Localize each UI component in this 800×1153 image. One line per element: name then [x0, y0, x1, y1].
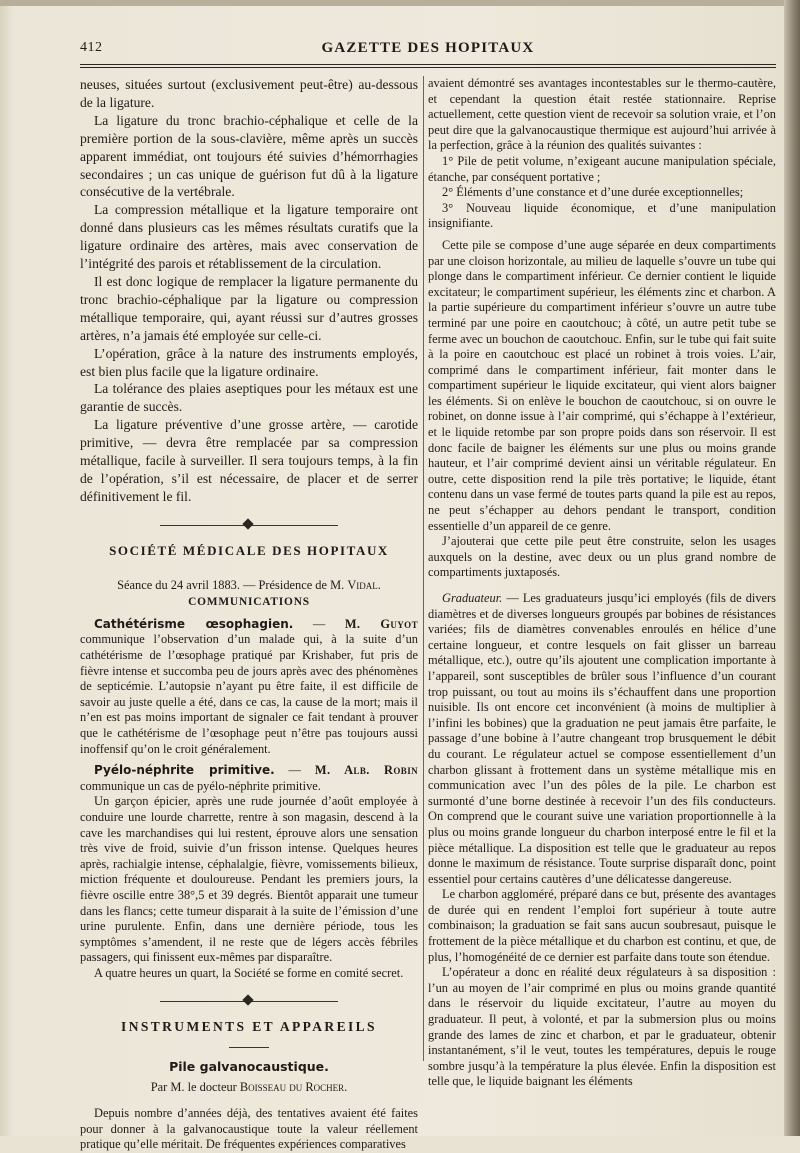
- paragraph: Il est donc logique de remplacer la ligature permanente du tronc brachio-céphalique par la ligature ou compression métallique temporaire, qui, ayant réussi sur d’autres grosses artères, n’a jamais été employée sur celle-ci.: [80, 273, 418, 343]
- short-rule: [229, 1047, 269, 1048]
- seance-text: Séance du 24 avril 1883. — Présidence de M.: [117, 577, 348, 592]
- paragraph: La compression métallique et la ligature temporaire ont donné dans plusieurs cas les mêmes résultats curatifs que la ligature ordinaire des artères, mais avec conservation de l’intégrité des parois et rétablissement de la circulation.: [80, 202, 418, 272]
- paragraph: La ligature préventive d’une grosse artère, — carotide primitive, — devra être remplacée par sa compression métallique, facile à surveiller. Il sera toujours temps, à la fin de l’opération, s’il est nécessaire, de placer et de serrer définitivement le fil.: [80, 417, 418, 504]
- author-name: Boisseau du Rocher: [239, 1080, 345, 1095]
- author-guyot: M. Guyot: [344, 616, 418, 631]
- paragraph: J’ajouterai que cette pile peut être construite, selon les usages auxquels on la destine, avec deux ou un plus grand nombre de compartiments juxtaposés.: [428, 534, 776, 580]
- list-item: 3° Nouveau liquide économique, et d’une manipulation insignifiante.: [428, 200, 776, 231]
- list-item: 2° Éléments d’une constance et d’une durée exceptionnelles;: [442, 185, 744, 200]
- paragraph: Le charbon aggloméré, préparé dans ce but, présente des avantages de durée qui en rendent l’emploi fort supérieur à toute autre combinaison; la graduation se fait sans aucun soubresaut, puisque le frottement de la pièce métallique et du charbon est continu, et que, de plus, l’homogénéité de ce dernier est parfaite dans toute son étendue.: [428, 887, 776, 964]
- paragraph: neuses, situées surtout (exclusivement peut-être) au-dessous de la ligature.: [80, 77, 418, 110]
- paragraph: avaient démontré ses avantages incontestables sur le thermo-cautère, et cependant la question était restée stationnaire. Reprise actuellement, cette question vient de recevoir sa solution vraie, et l’on peut dire que la galvanocaustique thermique est aujourd’hui arrivée à la perfection, grâce à la réunion des qualités suivantes :: [428, 76, 776, 153]
- right-column: [428, 76, 776, 1090]
- closing-line: A quatre heures un quart, la Société se forme en comité secret.: [94, 965, 404, 980]
- pyelo-keyword: Pyélo-néphrite primitive.: [94, 763, 275, 778]
- byline-text: Par M. le docteur: [150, 1080, 240, 1095]
- paragraph: Depuis nombre d’années déjà, des tentatives avaient été faites pour donner à la galvanocaustique toute la valeur réellement pratique qu’elle méritait. De fréquentes expériences comparatives: [80, 1105, 418, 1152]
- article-title: Pile galvanocaustique.: [169, 1059, 329, 1075]
- running-header: [80, 40, 776, 62]
- cath-keyword: Cathétérisme œsophagien.: [94, 616, 294, 631]
- dash: —: [293, 616, 345, 631]
- section-title-society: SOCIÉTÉ MÉDICALE DES HOPITAUX: [109, 542, 389, 558]
- page-binding-edge: [784, 0, 800, 1136]
- paragraph: L’opérateur a donc en réalité deux régulateurs à sa disposition : l’un au moyen de l’air comprimé en plus ou moins grande quantité dans le réservoir du liquide excitateur, l’autre au moyen du graduateur. Il peut, à volonté, et par la submersion plus ou moins grande des lames de zinc et charbon, et par le graduateur, obtenir instantanément, s’il le veut, toutes les températures, depuis le rouge sombre jusqu’à la température la plus élevée. Enfin la disposition est telle que, le liquide baignant les éléments: [428, 965, 776, 1089]
- graduateur-label: Graduateur.: [442, 591, 503, 605]
- byline-period: .: [344, 1080, 348, 1095]
- dash: —: [274, 763, 315, 778]
- column-separator: [423, 76, 424, 1061]
- running-title: GAZETTE DES HOPITAUX: [321, 40, 535, 56]
- paragraph: La ligature du tronc brachio-céphalique et celle de la première portion de la sous-clavière, même après un succès apparent immédiat, ont toujours été suivies d’hémorrhagies secondaires ; un cas unique de guérison fut dû à la ligature consécutive de la vertébrale.: [80, 112, 418, 200]
- left-column: [80, 76, 418, 1153]
- communications-heading: COMMUNICATIONS: [188, 596, 310, 609]
- section-title-instruments: INSTRUMENTS ET APPAREILS: [121, 1018, 377, 1034]
- list-item: 1° Pile de petit volume, n’exigeant aucune manipulation spéciale, étanche, par conséquent portative ;: [428, 153, 776, 184]
- paragraph: L’opération, grâce à la nature des instruments employés, est bien plus facile que la ligature ordinaire.: [80, 345, 418, 379]
- cath-text: communique l’observation d’un malade qui, à la suite d’un cathétérisme de l’œsophage pratiqué par Krishaber, fut pris de fièvre intense et succomba peu de jours après avec des phénomènes de septicémie. L’autopsie n’ayant pu être faite, il est difficile de savoir au juste quelle a été, dans ce cas, la cause de la mort; mais il n’en est pas moins important de signaler ce fait tendant à prouver que le cathétérisme de l’œsophage peut n’être pas toujours aussi inoffensif qu’on le croit généralement.: [80, 632, 418, 756]
- byline: [80, 1080, 418, 1096]
- section-ornament: [80, 520, 418, 530]
- seance-line: [80, 578, 418, 594]
- paragraph-graduateur: [428, 591, 776, 887]
- seance-period: .: [377, 577, 381, 592]
- paragraph: La tolérance des plaies aseptiques pour les métaux est une garantie de succès.: [80, 381, 418, 415]
- paragraph: Un garçon épicier, après une rude journée d’août employée à conduire une lourde charrette, rentre à son magasin, descend à la cave les marchandises qui lui restent, éprouve alors une sensation très vive de froid, suivie d’un frisson intense. Quelques heures après, rachialgie intense, céphalalgie, fièvre, vomissements bilieux, miction fréquente et douloureuse. Pendant les premiers jours, la fièvre oscille entre 38°,5 et 39 degrés. Bientôt apparait une tumeur dans les flancs; cette tumeur disparait à la suite de l’émission d’une urine purulente. Enfin, dans une dernière période, tous les symptômes s’amendent, il ne reste que de légers accès fébriles passagers, qui finissent eux-mêmes par disparaître.: [80, 794, 418, 965]
- communication-pyelo: [80, 763, 418, 794]
- author-robin: M. Alb. Robin: [314, 763, 418, 778]
- header-rules: [80, 64, 776, 70]
- page-number: 412: [80, 40, 103, 55]
- president-name: Vidal: [347, 577, 378, 592]
- communication-cath: [80, 617, 418, 757]
- page-top-edge: [0, 0, 800, 6]
- section-ornament: [80, 996, 418, 1006]
- pyelo-text: communique un cas de pyélo-néphrite primitive.: [80, 778, 321, 793]
- graduateur-text: — Les graduateurs jusqu’ici employés (fils de divers diamètres et de diverses longueurs groupés par bobines de résistances variées; fils de diamètres convenables enroulés en hélice d’une certaine longueur, et contre lesquels on fait glisser un barreau métallique, etc.), outre qu’ils ajoutent une complication importante à l’appareil, sont susceptibles de brûler sous l’influence d’un courant trop puissant, ou tout au moins ils s’échauffent dans une proportion nuisible. Ils ont encore cet inconvénient (à moins de multiplier à l’infini les bobines) que la graduation ne peut jamais être parfaite, le passage d’une bobine à l’autre changeant trop brusquement le débit du courant. Le régulateur actuel se compose essentiellement d’un charbon glissant à frottement dans un système métallique mis en communication avec l’un des pôles de la pile. Le charbon est surmonté d’une borne destinée à recevoir l’un des fils conducteurs. On comprend que le courant suive une variation proportionnelle à la plus ou moins grande longueur du charbon interposé entre le fil et la pièce métallique. La disposition est telle que le graduateur au repos donne le maximum de résistance. Toute surprise disparaît donc, point essentiel pour certains cautères d’une délicatesse dangereuse.: [428, 591, 776, 886]
- paragraph: Cette pile se compose d’une auge séparée en deux compartiments par une cloison horizontale, au milieu de laquelle s’ouvre un tube qui plonge dans le compartiment inférieur. Ce dernier contient le liquide excitateur; le compartiment supérieur, les éléments zinc et charbon. A la partie supérieure du compartiment inférieur s’ouvre un autre tube terminé par une poire en caoutchouc; à côté, un autre petit tube se ferme avec un bouchon de caoutchouc. Enfin, sur le tube qui fait suite à la poire en caoutchouc est placé un robinet à trois voies. L’air, comprimé dans le compartiment inférieur, fait monter dans le compartiment supérieur le liquide excitateur, qui vient alors baigner les éléments. Si on enlève le bouchon de caoutchouc, si on ouvre le robinet, on donne issue à l’air comprimé, qui s’échappe à l’extérieur, et le liquide retombe par son propre poids dans son réservoir. Il est donc facile de baigner les éléments sur une plus ou moins grande hauteur, et l’air comprimé devient ainsi un véritable régulateur. En outre, cette disposition rend la pile très portative; le liquide, étant contenu dans un vase fermé de toutes parts quand la pile est au repos, ne peut s’échapper au dehors pendant le transport, condition essentielle d’un appareil de ce genre.: [428, 237, 776, 533]
